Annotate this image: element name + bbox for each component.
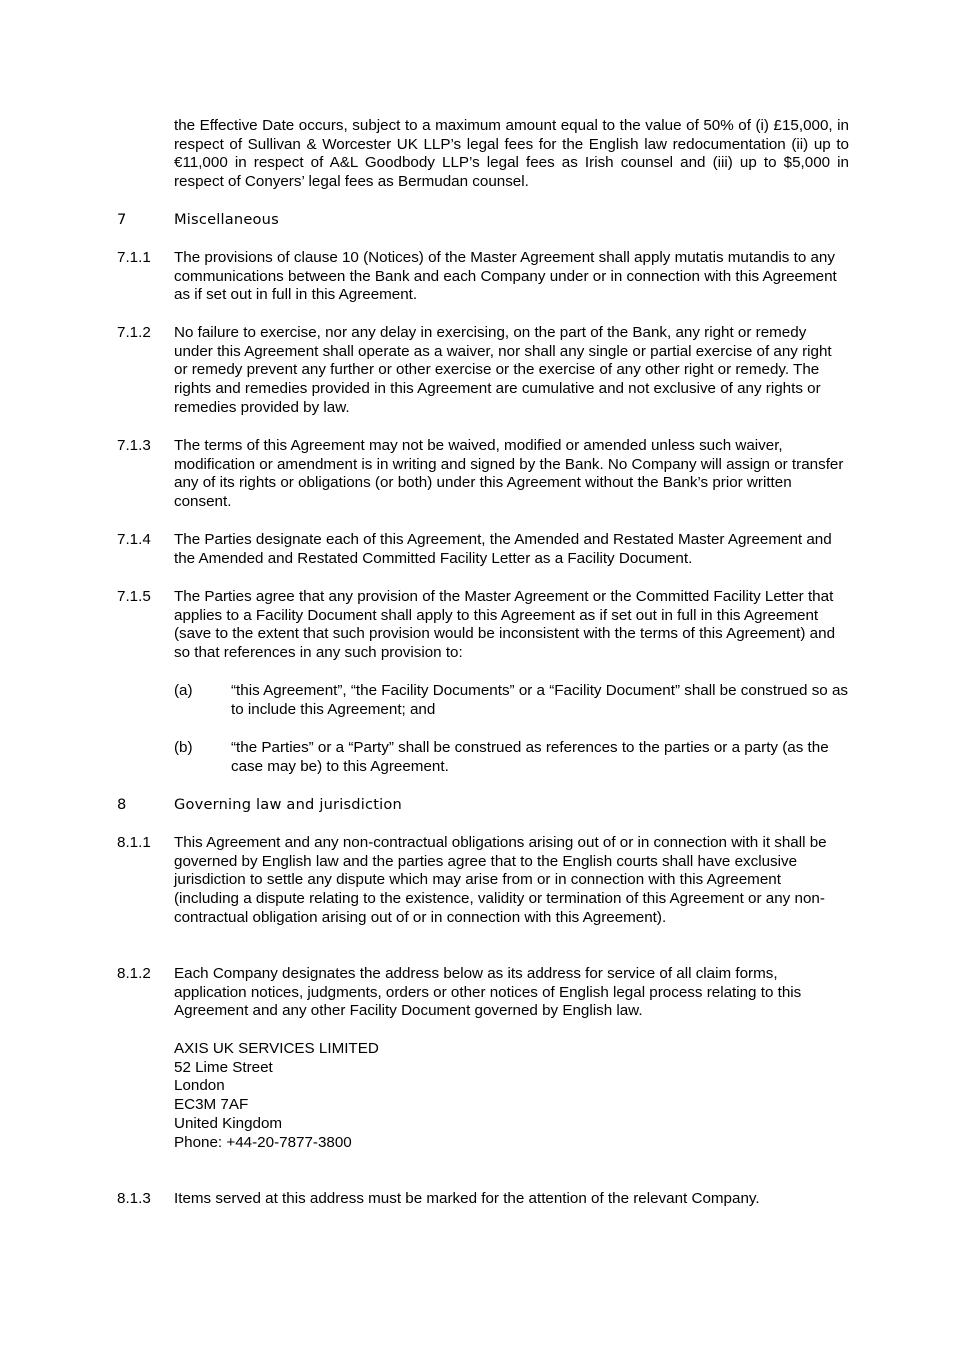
clause-7-1-4-number: 7.1.4 <box>117 531 151 548</box>
section-8-title: Governing law and jurisdiction <box>174 796 402 813</box>
clause-8-1-3-number: 8.1.3 <box>117 1190 151 1207</box>
service-address <box>174 1040 379 1152</box>
clause-7-1-3-number: 7.1.3 <box>117 437 151 454</box>
address-city: London <box>174 1077 225 1095</box>
address-country: United Kingdom <box>174 1114 283 1132</box>
subclause-b-text: “the Parties” or a “Party” shall be construed as references to the parties or a party (as the case may be) to this Agreement. <box>231 739 829 775</box>
subclause-a-text: “this Agreement”, “the Facility Documents” or a “Facility Document” shall be construed so as to include this Agreement; and <box>231 682 849 718</box>
section-7-number: 7 <box>117 211 127 228</box>
subclause-a-label: (a) <box>174 682 193 699</box>
clause-7-1-3-text: The terms of this Agreement may not be waived, modified or amended unless such waiver, modification or amendment is in writing and signed by the Bank. No Company will assign or transfer any of its rights or obligations (or both) under this Agreement without the Bank’s prior written consent. <box>174 437 844 511</box>
clause-7-1-1-number: 7.1.1 <box>117 249 151 266</box>
address-phone: Phone: +44-20-7877-3800 <box>174 1133 352 1151</box>
section-8-number: 8 <box>117 796 127 813</box>
clause-7-1-2-text: No failure to exercise, nor any delay in exercising, on the part of the Bank, any right or remedy under this Agreement shall operate as a waiver, nor shall any single or partial exercise of any right or remedy prevent any further or other exercise or the exercise of any other right or remedy. The rights and remedies provided in this Agreement are cumulative and not exclusive of any rights or remedies provided by law. <box>174 324 832 416</box>
clause-7-1-5-text: The Parties agree that any provision of the Master Agreement or the Committed Facility Letter that applies to a Facility Document shall apply to this Agreement as if set out in full in this Agreement (save to the extent that such provision would be inconsistent with the terms of this Agreement) and so that references in any such provision to: <box>174 588 836 662</box>
clause-7-1-2-number: 7.1.2 <box>117 324 151 341</box>
clause-8-1-2-number: 8.1.2 <box>117 965 151 982</box>
clause-8-1-1-number: 8.1.1 <box>117 834 151 851</box>
clause-7-1-4-text: The Parties designate each of this Agreement, the Amended and Restated Master Agreement and the Amended and Restated Committed Facility Letter as a Facility Document. <box>174 531 832 567</box>
section-7-title: Miscellaneous <box>174 211 279 228</box>
clause-8-1-3-text: Items served at this address must be marked for the attention of the relevant Company. <box>174 1190 760 1207</box>
intro-paragraph: the Effective Date occurs, subject to a maximum amount equal to the value of 50% of (i) £15,000, in respect of Sullivan & Worcester UK LLP’s legal fees for the English law redocumentation (ii) up to €11,000 in respect of A&L Goodbody LLP’s legal fees as Irish counsel and (iii) up to $5,000 in respect of Conyers’ legal fees as Bermudan counsel. <box>174 117 849 191</box>
clause-8-1-2-text: Each Company designates the address below as its address for service of all claim forms, application notices, judgments, orders or other notices of English legal process relating to this Agreement and any other Facility Document governed by English law. <box>174 965 802 1020</box>
clause-8-1-1-text: This Agreement and any non-contractual obligations arising out of or in connection with it shall be governed by English law and the parties agree that to the English courts shall have exclusive jurisdiction to settle any dispute which may arise from or in connection with this Agreement (including a dispute relating to the existence, validity or termination of this Agreement or any non-contractual obligation arising out of or in connection with this Agreement). <box>174 834 827 926</box>
address-street: 52 Lime Street <box>174 1058 273 1076</box>
address-company: AXIS UK SERVICES LIMITED <box>174 1040 379 1057</box>
clause-7-1-1-text: The provisions of clause 10 (Notices) of the Master Agreement shall apply mutatis mutandis to any communications between the Bank and each Company under or in connection with this Agreement as if set out in full in this Agreement. <box>174 249 837 304</box>
subclause-b-label: (b) <box>174 739 193 756</box>
clause-7-1-5-number: 7.1.5 <box>117 588 151 605</box>
address-postcode: EC3M 7AF <box>174 1096 249 1114</box>
